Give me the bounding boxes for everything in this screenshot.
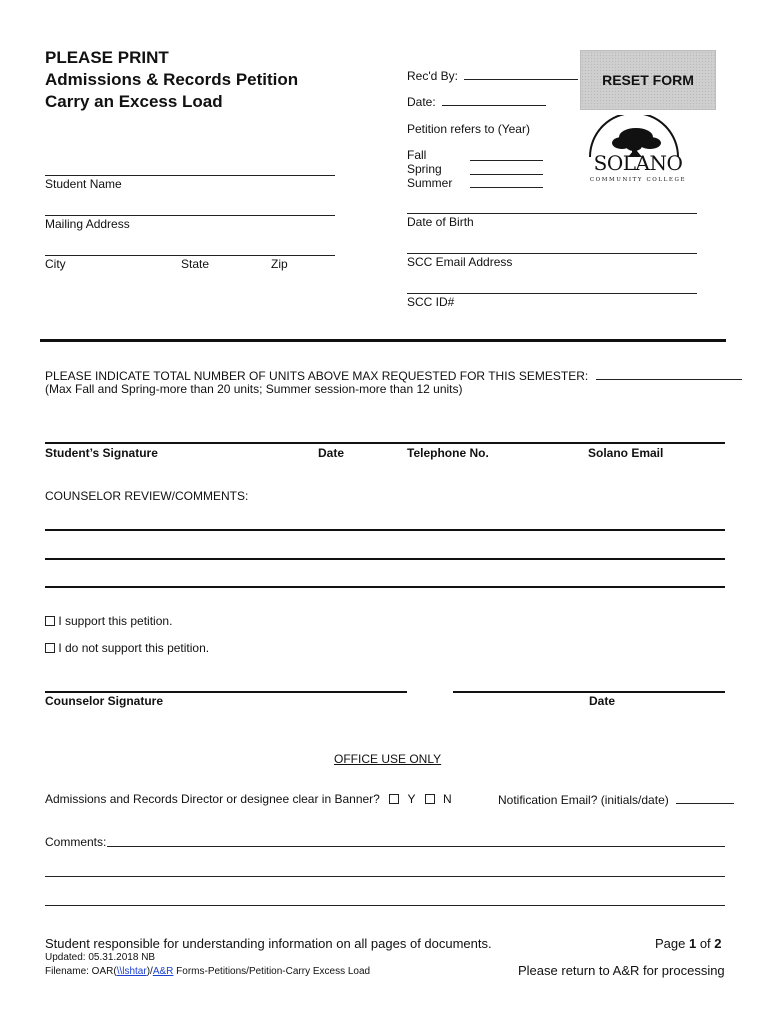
filename-note xyxy=(45,966,370,978)
units-requested-field[interactable] xyxy=(596,368,742,380)
units-max-note: (Max Fall and Spring-more than 20 units; Summer session-more than 12 units) xyxy=(45,382,463,396)
office-date-field[interactable] xyxy=(442,94,546,106)
date-of-birth-label: Date of Birth xyxy=(407,215,474,229)
counselor-date-line[interactable] xyxy=(453,691,725,693)
no-support-option xyxy=(45,641,209,655)
scc-id-label: SCC ID# xyxy=(407,295,455,309)
banner-yes-checkbox[interactable] xyxy=(389,794,399,804)
student-signature-line[interactable] xyxy=(45,442,725,444)
term-summer-field[interactable] xyxy=(470,187,543,188)
term-fall-field[interactable] xyxy=(470,160,543,161)
page-number xyxy=(655,936,722,951)
filename-prefix: Filename: OAR( xyxy=(45,966,117,977)
recd-by-row xyxy=(407,68,578,83)
responsibility-note: Student responsible for understanding information on all pages of documents. xyxy=(45,936,492,951)
student-date-label: Date xyxy=(318,446,345,460)
recd-by-field[interactable] xyxy=(464,68,578,80)
units-requested-label: PLEASE INDICATE TOTAL NUMBER OF UNITS ABOVE MAX REQUESTED FOR THIS SEMESTER: xyxy=(45,369,589,383)
page-total: 2 xyxy=(714,936,722,951)
units-requested-row xyxy=(45,368,742,383)
support-option xyxy=(45,614,172,628)
term-fall-label: Fall xyxy=(407,148,427,162)
office-comments-line[interactable] xyxy=(45,876,725,877)
term-summer-label: Summer xyxy=(407,176,453,190)
counselor-comment-line[interactable] xyxy=(45,586,725,588)
return-instruction: Please return to A&R for processing xyxy=(518,963,725,978)
page-prefix: Page xyxy=(655,936,689,951)
counselor-date-label: Date xyxy=(589,694,616,708)
filename-folder-link[interactable]: A&R xyxy=(152,966,174,977)
zip-label: Zip xyxy=(271,257,288,271)
office-date-label: Date: xyxy=(407,95,436,109)
counselor-signature-label: Counselor Signature xyxy=(45,694,164,708)
solano-email-label: Solano Email xyxy=(588,446,664,460)
page-of: of xyxy=(696,936,715,951)
mailing-address-label: Mailing Address xyxy=(45,217,130,231)
office-comments-line[interactable] xyxy=(45,905,725,906)
reset-form-button[interactable]: RESET FORM xyxy=(580,50,716,110)
notification-field[interactable] xyxy=(676,792,734,804)
city-label: City xyxy=(45,257,66,271)
scc-id-field[interactable] xyxy=(407,293,697,294)
state-label: State xyxy=(181,257,210,271)
student-name-label: Student Name xyxy=(45,177,122,191)
solano-logo xyxy=(578,115,690,189)
term-spring-field[interactable] xyxy=(470,174,543,175)
banner-no-label: N xyxy=(443,792,452,806)
petition-year-label: Petition refers to (Year) xyxy=(407,122,530,136)
logo-subtitle: COMMUNITY COLLEGE xyxy=(589,177,687,183)
no-support-checkbox[interactable] xyxy=(45,643,55,653)
mailing-address-field[interactable] xyxy=(45,215,335,216)
please-print-heading: PLEASE PRINT xyxy=(45,48,169,67)
scc-email-label: SCC Email Address xyxy=(407,255,513,269)
counselor-comment-line[interactable] xyxy=(45,558,725,560)
filename-server-link[interactable]: \\lshtar xyxy=(116,966,147,977)
student-name-field[interactable] xyxy=(45,175,335,176)
notification-row xyxy=(498,792,734,807)
office-date-row xyxy=(407,94,546,109)
logo-wordmark: SOLANO xyxy=(593,151,683,175)
support-checkbox[interactable] xyxy=(45,616,55,626)
form-title: Admissions & Records Petition xyxy=(45,70,299,89)
banner-yes-label: Y xyxy=(407,792,416,806)
counselor-signature-line[interactable] xyxy=(45,691,407,693)
term-spring-label: Spring xyxy=(407,162,442,176)
banner-clear-label: Admissions and Records Director or designee clear in Banner? xyxy=(45,792,380,806)
recd-by-label: Rec'd By: xyxy=(407,69,458,83)
banner-clear-row xyxy=(45,792,452,806)
office-use-heading: OFFICE USE ONLY xyxy=(334,752,442,766)
banner-no-checkbox[interactable] xyxy=(425,794,435,804)
filename-suffix: Forms-Petitions/Petition-Carry Excess Load xyxy=(173,966,371,977)
updated-date: Updated: 05.31.2018 NB xyxy=(45,952,156,963)
filename-mid: )/ xyxy=(146,966,153,977)
no-support-label: I do not support this petition. xyxy=(58,641,210,655)
counselor-comments-label: COUNSELOR REVIEW/COMMENTS: xyxy=(45,489,249,503)
counselor-comment-line[interactable] xyxy=(45,529,725,531)
form-title-block xyxy=(45,47,298,113)
page-current: 1 xyxy=(688,936,697,951)
form-subtitle: Carry an Excess Load xyxy=(45,92,223,111)
city-state-zip-field[interactable] xyxy=(45,255,335,256)
date-of-birth-field[interactable] xyxy=(407,213,697,214)
support-label: I support this petition. xyxy=(58,614,173,628)
section-divider xyxy=(40,339,726,342)
office-comments-label: Comments: xyxy=(45,835,107,849)
office-comments-line[interactable] xyxy=(107,846,725,847)
telephone-label: Telephone No. xyxy=(407,446,489,460)
scc-email-field[interactable] xyxy=(407,253,697,254)
notification-label: Notification Email? (initials/date) xyxy=(498,793,669,807)
student-signature-label: Student’s Signature xyxy=(45,446,158,460)
